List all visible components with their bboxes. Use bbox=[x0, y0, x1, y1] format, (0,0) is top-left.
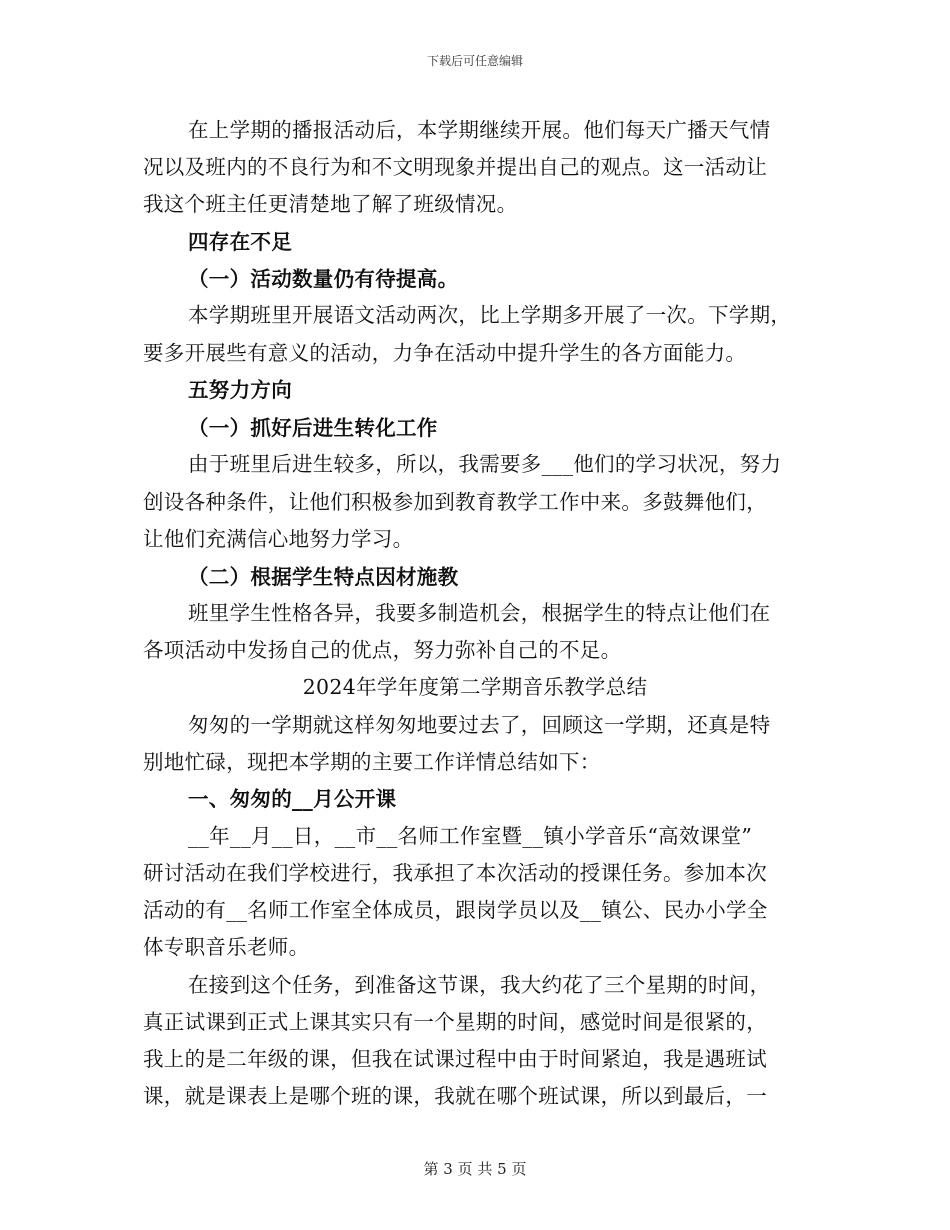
paragraph-line: 要多开展些有意义的活动，力争在活动中提升学生的各方面能力。 bbox=[143, 341, 747, 365]
paragraph-line: 由于班里后进生较多，所以，我需要多___他们的学习状况，努力 bbox=[188, 452, 782, 476]
subsection-heading: （一）活动数量仍有待提高。 bbox=[188, 267, 459, 291]
page-header: 下载后可任意编辑 bbox=[426, 54, 523, 68]
paragraph-line: 班里学生性格各异，我要多制造机会，根据学生的特点让他们在 bbox=[188, 601, 771, 625]
page-footer: 第 3 页 共 5 页 bbox=[423, 1160, 527, 1178]
paragraph-line: 我上的是二年级的课，但我在试课过程中由于时间紧迫，我是遇班试 bbox=[143, 1047, 767, 1071]
paragraph-line: 让他们充满信心地努力学习。 bbox=[143, 527, 414, 551]
section-heading: 五努力方向 bbox=[188, 378, 292, 402]
paragraph-line: 况以及班内的不良行为和不文明现象并提出自己的观点。这一活动让 bbox=[143, 155, 767, 179]
paragraph-line: 我这个班主任更清楚地了解了班级情况。 bbox=[143, 192, 518, 216]
section-heading: 四存在不足 bbox=[188, 230, 292, 254]
section-heading: 一、匆匆的__月公开课 bbox=[188, 787, 397, 811]
paragraph-line: 匆匆的一学期就这样匆匆地要过去了，回顾这一学期，还真是特 bbox=[188, 713, 771, 737]
paragraph-line: 课，就是课表上是哪个班的课，我就在哪个班试课，所以到最后，一 bbox=[143, 1084, 767, 1108]
subsection-heading: （二）根据学生特点因材施教 bbox=[188, 565, 459, 589]
paragraph-line: 创设各种条件，让他们积极参加到教育教学工作中来。多鼓舞他们， bbox=[143, 490, 767, 514]
paragraph-line: __年__月__日，__市__名师工作室暨__镇小学音乐“高效课堂” bbox=[188, 824, 753, 848]
document-title: 2024年学年度第二学期音乐教学总结 bbox=[302, 675, 648, 699]
paragraph-line: 别地忙碌，现把本学期的主要工作详情总结如下： bbox=[143, 750, 601, 774]
paragraph-line: 在接到这个任务，到准备这节课，我大约花了三个星期的时间， bbox=[188, 973, 771, 997]
subsection-heading: （一）抓好后进生转化工作 bbox=[188, 416, 438, 440]
paragraph-line: 各项活动中发扬自己的优点，努力弥补自己的不足。 bbox=[143, 638, 622, 662]
paragraph-line: 在上学期的播报活动后，本学期继续开展。他们每天广播天气情 bbox=[188, 118, 771, 142]
paragraph-line: 研讨活动在我们学校进行，我承担了本次活动的授课任务。参加本次 bbox=[143, 861, 767, 885]
paragraph-line: 本学期班里开展语文活动两次，比上学期多开展了一次。下学期， bbox=[188, 303, 792, 327]
paragraph-line: 活动的有__名师工作室全体成员，跟岗学员以及__镇公、民办小学全 bbox=[143, 898, 768, 922]
paragraph-line: 真正试课到正式上课其实只有一个星期的时间，感觉时间是很紧的， bbox=[143, 1010, 767, 1034]
paragraph-line: 体专职音乐老师。 bbox=[143, 935, 310, 959]
